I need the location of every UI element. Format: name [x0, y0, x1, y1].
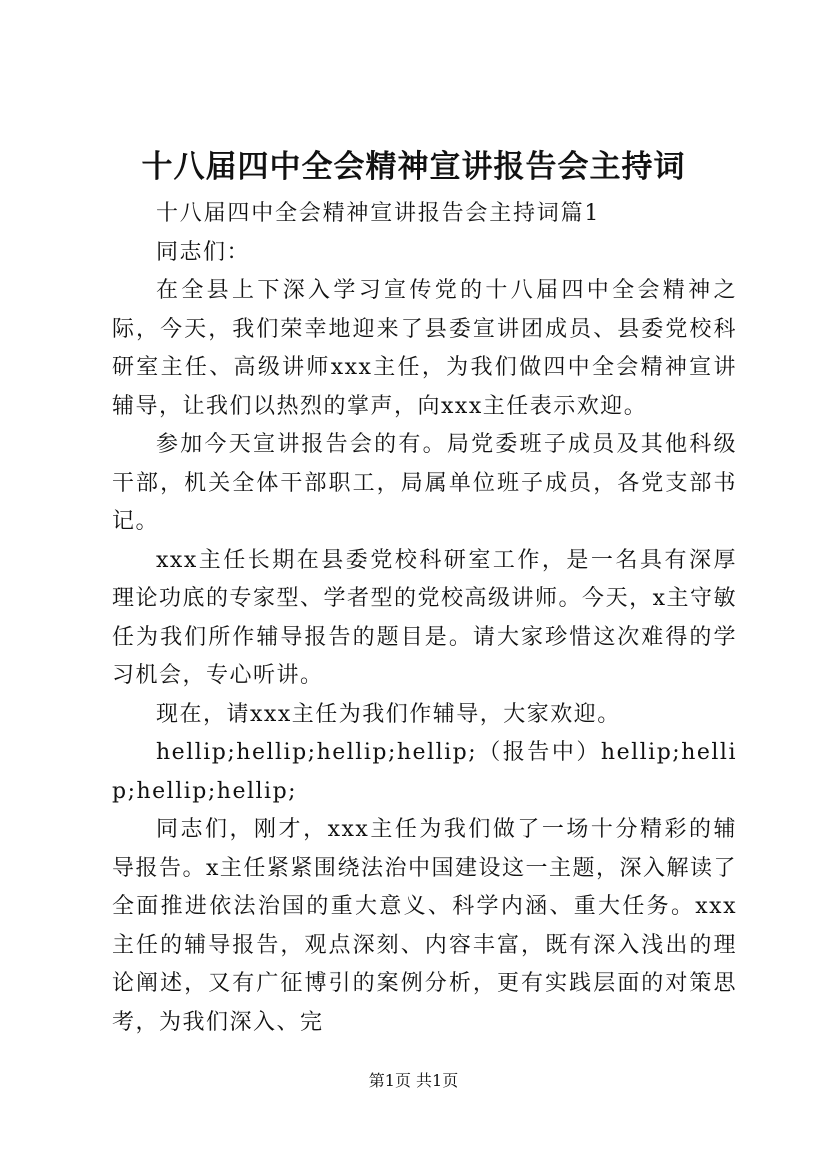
document-subtitle: 十八届四中全会精神宣讲报告会主持词篇1 [156, 201, 601, 226]
paragraph-attendees: 参加今天宣讲报告会的有。局党委班子成员及其他科级干部，机关全体干部职工，局属单位班子成员，各党支部书记。 [112, 432, 737, 534]
paragraph-speaker-intro: xxx主任长期在县委党校科研室工作，是一名具有深厚理论功底的专家型、学者型的党校高级讲师。今天，x主守敏任为我们所作辅导报告的题目是。请大家珍惜这次难得的学习机会，专心听讲。 [112, 547, 737, 688]
paragraph-closing: 同志们，刚才，xxx主任为我们做了一场十分精彩的辅导报告。x主任紧紧围绕法治中国建设这一主题，深入解读了全面推进依法治国的重大意义、科学内涵、重大任务。xxx主任的辅导报告，观点深刻、内容丰富，既有深入浅出的理论阐述，又有广征博引的案例分析，更有实践层面的对策思考，为我们深入、完 [112, 817, 737, 1035]
paragraph-welcome: 现在，请xxx主任为我们作辅导，大家欢迎。 [156, 701, 621, 727]
document-title: 十八届四中全会精神宣讲报告会主持词 [141, 149, 686, 185]
page-number-footer: 第1页 共1页 [368, 1071, 459, 1090]
paragraph-opening: 在全县上下深入学习宣传党的十八届四中全会精神之际，今天，我们荣幸地迎来了县委宣讲团成员、县委党校科研室主任、高级讲师xxx主任，为我们做四中全会精神宣讲辅导，让我们以热烈的掌声，向xxx主任表示欢迎。 [112, 278, 737, 419]
document-body [112, 195, 737, 1042]
paragraph-report-in-progress: hellip;hellip;hellip;hellip;（报告中）hellip;hellip;hellip;hellip; [112, 740, 737, 804]
paragraph-salutation: 同志们： [156, 239, 251, 265]
